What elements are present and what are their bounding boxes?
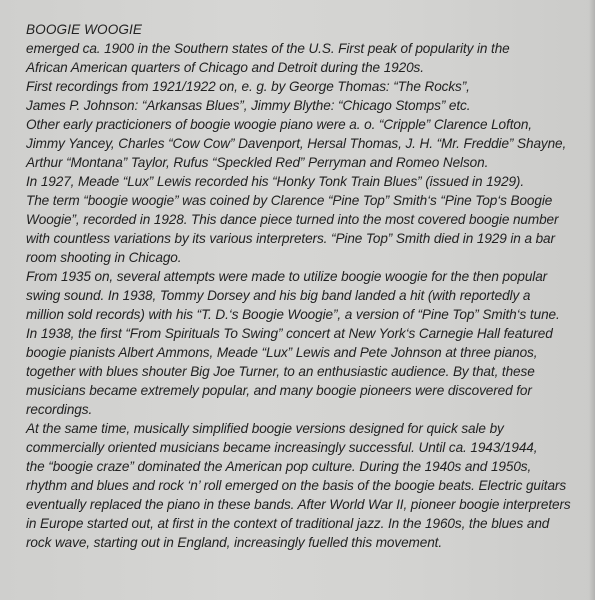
text-line: In 1938, the first “From Spirituals To Swing” concert at New York‘s Carnegie Hall featured xyxy=(26,326,553,341)
page-edge-shadow xyxy=(589,0,595,600)
text-line: rhythm and blues and rock ‘n’ roll emerged on the basis of the boogie beats. Electric guitars xyxy=(26,478,567,493)
text-line: From 1935 on, several attempts were made to utilize boogie woogie for the then popular xyxy=(26,269,548,284)
text-line: African American quarters of Chicago and Detroit during the 1920s. xyxy=(26,60,424,75)
text-line: swing sound. In 1938, Tommy Dorsey and his big band landed a hit (with reportedly a xyxy=(26,288,531,303)
text-line: James P. Johnson: “Arkansas Blues”, Jimmy Blythe: “Chicago Stomps” etc. xyxy=(26,98,471,113)
text-line: recordings. xyxy=(26,402,93,417)
text-line: million sold records) with his “T. D.‘s Boogie Woogie”, a version of “Pine Top” Smith‘s tune. xyxy=(26,307,560,322)
text-line: First recordings from 1921/1922 on, e. g. by George Thomas: “The Rocks”, xyxy=(26,79,470,94)
text-line: Other early practicioners of boogie woogie piano were a. o. “Cripple” Clarence Lofton, xyxy=(26,117,532,132)
text-line: musicians became extremely popular, and many boogie pioneers were discovered for xyxy=(26,383,532,398)
text-line: boogie pianists Albert Ammons, Meade “Lux” Lewis and Pete Johnson at three pianos, xyxy=(26,345,538,360)
text-line: At the same time, musically simplified boogie versions designed for quick sale by xyxy=(26,421,504,436)
text-line: the “boogie craze” dominated the American pop culture. During the 1940s and 1950s, xyxy=(26,459,532,474)
section-title: BOOGIE WOOGIE xyxy=(26,22,143,37)
text-line: with countless variations by its various interpreters. “Pine Top” Smith died in 1929 in a bar xyxy=(26,231,555,246)
text-line: together with blues shouter Big Joe Turner, to an enthusiastic audience. By that, these xyxy=(26,364,535,379)
text-line: rock wave, starting out in England, increasingly fuelled this movement. xyxy=(26,535,443,550)
text-line: Woogie”, recorded in 1928. This dance piece turned into the most covered boogie number xyxy=(26,212,559,227)
text-line: commercially oriented musicians became increasingly successful. Until ca. 1943/1944, xyxy=(26,440,538,455)
body-text xyxy=(26,39,581,552)
text-line: eventually replaced the piano in these bands. After World War II, pioneer boogie interpreters xyxy=(26,497,571,512)
text-line: room shooting in Chicago. xyxy=(26,250,182,265)
document-body xyxy=(26,20,581,552)
text-line: Jimmy Yancey, Charles “Cow Cow” Davenport, Hersal Thomas, J. H. “Mr. Freddie” Shayne, xyxy=(26,136,567,151)
text-line: In 1927, Meade “Lux” Lewis recorded his “Honky Tonk Train Blues” (issued in 1929). xyxy=(26,174,525,189)
text-line: The term “boogie woogie” was coined by Clarence “Pine Top” Smith‘s “Pine Top‘s Boogie xyxy=(26,193,553,208)
text-line: in Europe started out, at first in the context of traditional jazz. In the 1960s, the blues and xyxy=(26,516,550,531)
text-line: Arthur “Montana” Taylor, Rufus “Speckled Red” Perryman and Romeo Nelson. xyxy=(26,155,489,170)
text-line: emerged ca. 1900 in the Southern states of the U.S. First peak of popularity in the xyxy=(26,41,510,56)
